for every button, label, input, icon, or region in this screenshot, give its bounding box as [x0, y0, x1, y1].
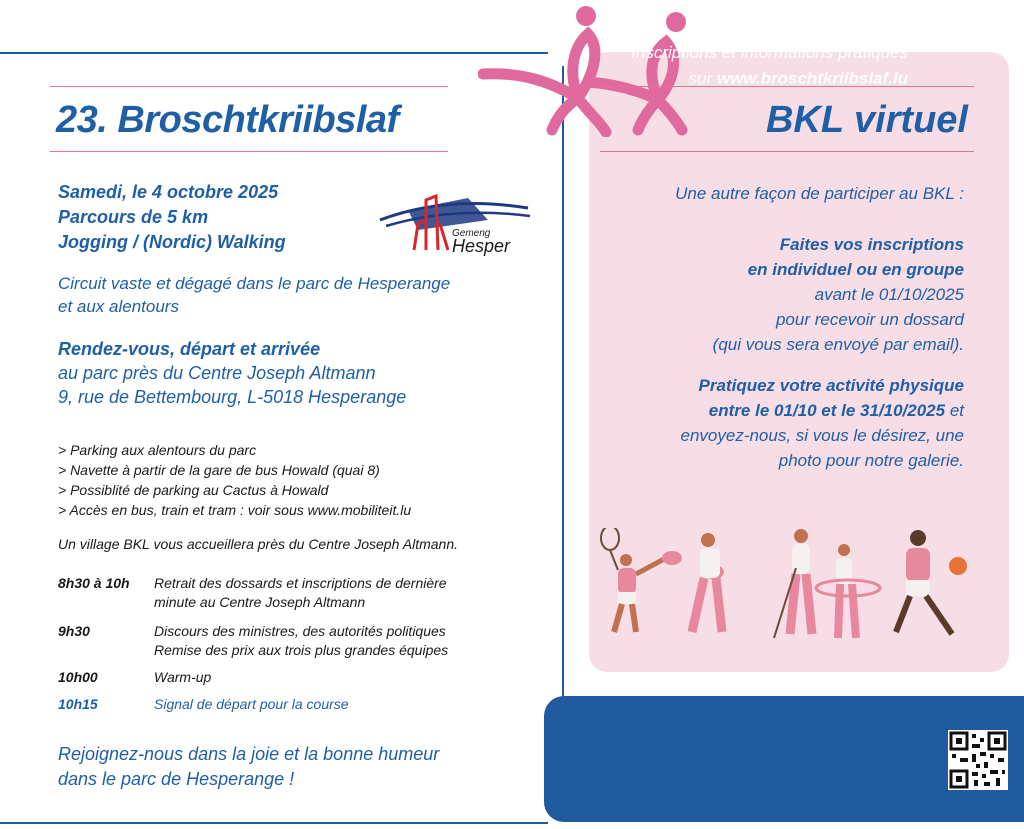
closing-line: Rejoignez-nous dans la joie et la bonne humeur — [58, 744, 440, 764]
info-item: > Accès en bus, train et tram : voir sous www.mobiliteit.lu — [58, 502, 412, 518]
event-date: Samedi, le 4 octobre 2025 — [58, 182, 279, 202]
schedule-desc: minute au Centre Joseph Altmann — [154, 594, 366, 610]
event-intro — [58, 180, 286, 255]
circuit-description — [58, 272, 450, 318]
athletes-illustration — [596, 528, 996, 648]
schedule-desc: Discours des ministres, des autorités politiques — [154, 623, 446, 639]
page-title: 23. Broschtkriibslaf — [56, 99, 399, 141]
info-item: > Parking aux alentours du parc — [58, 442, 257, 458]
frame-top-line — [0, 52, 548, 54]
activity-bold-line: entre le 01/10 et le 31/10/2025 — [708, 401, 946, 420]
schedule-desc: Warm-up — [154, 669, 212, 685]
registration-line: pour recevoir un dossard — [775, 310, 964, 329]
info-item: > Possiblité de parking au Cactus à Howald — [58, 482, 329, 498]
closing-line: dans le parc de Hesperange ! — [58, 769, 295, 789]
hesperange-logo-icon — [378, 180, 538, 256]
footer-text — [631, 40, 908, 92]
right-title-box — [600, 86, 974, 152]
schedule-time: 9h30 — [58, 623, 90, 639]
logo-text-gemeng: Gemeng — [452, 228, 491, 239]
meeting-line: au parc près du Centre Joseph Altmann — [58, 363, 376, 383]
frame-divider-line — [562, 66, 564, 698]
qr-code-icon[interactable] — [948, 730, 1008, 790]
virtual-activity-block — [681, 373, 965, 473]
footer-line: Inscriptions et informations pratiques — [631, 43, 908, 62]
village-note: Un village BKL vous accueillera près du Centre Joseph Altmann. — [58, 536, 458, 552]
registration-bold-line: Faites vos inscriptions — [779, 235, 964, 254]
circuit-line: Circuit vaste et dégagé dans le parc de Hesperange — [58, 274, 451, 293]
activity-line: photo pour notre galerie. — [778, 451, 964, 470]
footer-prefix: sur — [688, 69, 717, 88]
activity-bold-line: Pratiquez votre activité physique — [698, 376, 964, 395]
registration-line: avant le 01/10/2025 — [814, 285, 964, 304]
event-distance: Parcours de 5 km — [58, 207, 209, 227]
meeting-line: 9, rue de Bettembourg, L-5018 Hesperange — [58, 387, 407, 407]
schedule-time: 10h00 — [58, 669, 98, 685]
registration-line: (qui vous sera envoyé par email). — [712, 335, 964, 354]
info-item: > Navette à partir de la gare de bus Howald (quai 8) — [58, 462, 380, 478]
footer-url-link[interactable]: www.broschtkriibslaf.lu — [716, 69, 908, 88]
activity-line: envoyez-nous, si vous le désirez, une — [680, 426, 964, 445]
schedule-time: 10h15 — [58, 696, 98, 712]
meeting-heading: Rendez-vous, départ et arrivée — [58, 339, 321, 359]
frame-bottom-line — [0, 822, 548, 824]
practical-info-list — [58, 440, 411, 520]
closing-message — [58, 742, 439, 792]
event-activity: Jogging / (Nordic) Walking — [58, 232, 286, 252]
schedule-desc: Remise des prix aux trois plus grandes équipes — [154, 642, 449, 658]
virtual-title: BKL virtuel — [765, 99, 968, 141]
logo-text-hesper: Hesper — [452, 236, 511, 256]
activity-suffix: et — [945, 401, 964, 420]
schedule-desc: Retrait des dossards et inscriptions de dernière — [154, 575, 447, 591]
left-title-box — [50, 86, 448, 152]
virtual-intro: Une autre façon de participer au BKL : — [675, 184, 964, 203]
registration-bold-line: en individuel ou en groupe — [747, 260, 964, 279]
virtual-registration-block — [713, 232, 964, 357]
circuit-line: et aux alentours — [58, 297, 179, 316]
schedule-desc: Signal de départ pour la course — [154, 696, 349, 712]
meeting-point — [58, 337, 406, 409]
schedule-time: 8h30 à 10h — [58, 575, 130, 591]
